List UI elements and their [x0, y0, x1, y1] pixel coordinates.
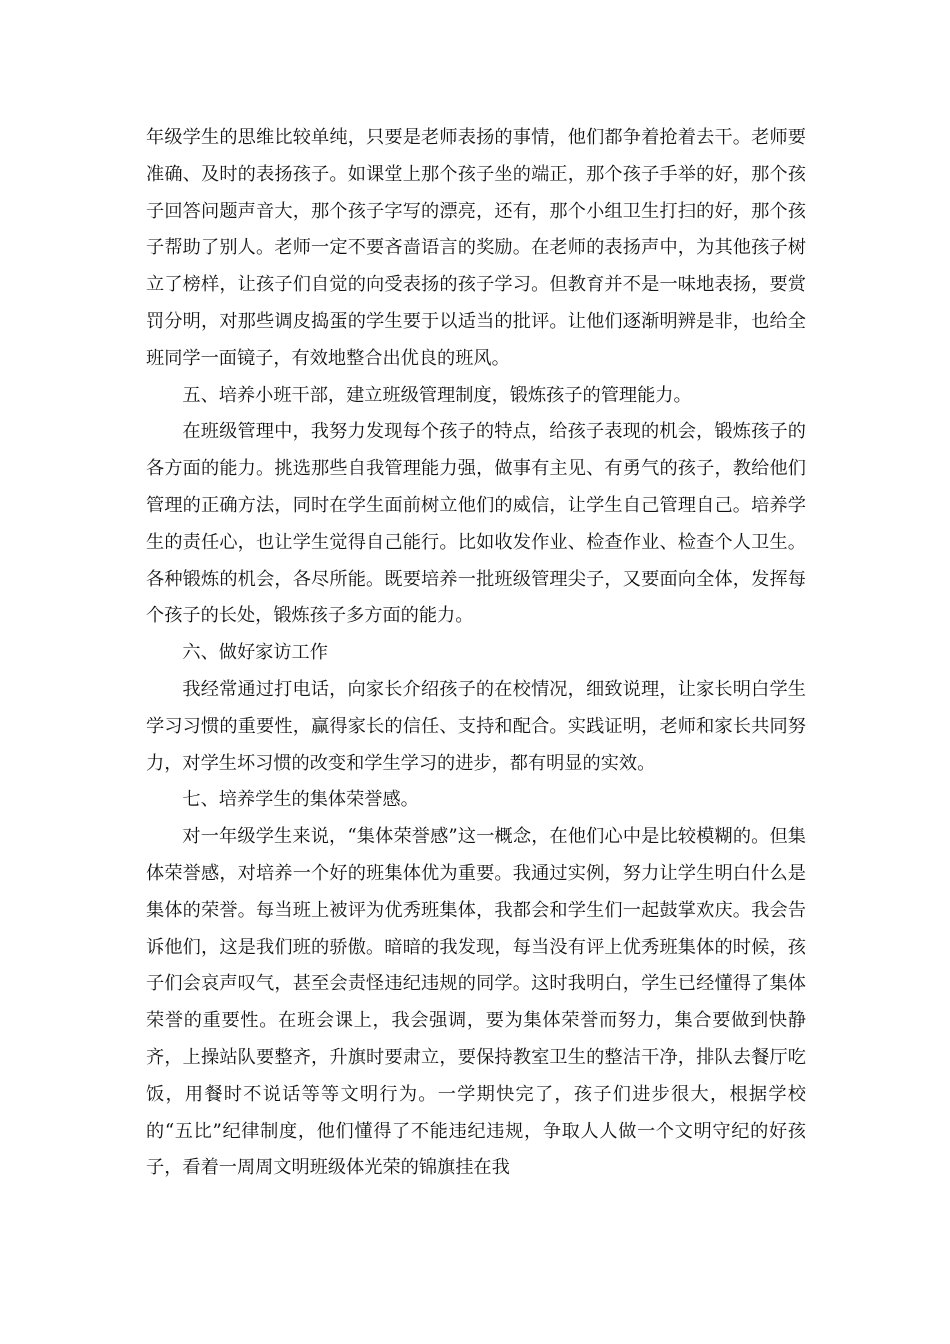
paragraph-class-management: 在班级管理中，我努力发现每个孩子的特点，给孩子表现的机会，锻炼孩子的各方面的能力。挑选那些自我管理能力强，做事有主见、有勇气的孩子，教给他们管理的正确方法，同时在学生面前树立他们的威信，让学生自己管理自己。培养学生的责任心，也让学生觉得自己能行。比如收发作业、检查作业、检查个人卫生。各种锻炼的机会，各尽所能。既要培养一批班级管理尖子，又要面向全体，发挥每个孩子的长处，锻炼孩子多方面的能力。 — [146, 421, 806, 627]
document-page — [146, 120, 806, 1187]
paragraph-home-visits: 我经常通过打电话，向家长介绍孩子的在校情况，细致说理，让家长明白学生学习习惯的重要性，赢得家长的信任、支持和配合。实践证明，老师和家长共同努力，对学生坏习惯的改变和学生学习的进步，都有明显的实效。 — [146, 678, 806, 774]
paragraph-collective-honor: 对一年级学生来说，“集体荣誉感”这一概念，在他们心中是比较模糊的。但集体荣誉感，对培养一个好的班集体优为重要。我通过实例，努力让学生明白什么是集体的荣誉。每当班上被评为优秀班集体，我都会和学生们一起鼓掌欢庆。我会告诉他们，这是我们班的骄傲。暗暗的我发现，每当没有评上优秀班集体的时候，孩子们会哀声叹气，甚至会责怪违纪违规的同学。这时我明白，学生已经懂得了集体荣誉的重要性。在班会课上，我会强调，要为集体荣誉而努力，集合要做到快静齐，上操站队要整齐，升旗时要肃立，要保持教室卫生的整洁干净，排队去餐厅吃饭，用餐时不说话等等文明行为。一学期快完了，孩子们进步很大，根据学校的“五比”纪律制度，他们懂得了不能违纪违规，争取人人做一个文明守纪的好孩子，看着一周周文明班级体光荣的锦旗挂在我 — [146, 826, 806, 1179]
paragraph-continued-praise: 年级学生的思维比较单纯，只要是老师表扬的事情，他们都争着抢着去干。老师要准确、及时的表扬孩子。如课堂上那个孩子坐的端正，那个孩子手举的好，那个孩子回答问题声音大，那个孩子字写的漂亮，还有，那个小组卫生打扫的好，那个孩子帮助了别人。老师一定不要吝啬语言的奖励。在老师的表扬声中，为其他孩子树立了榜样，让孩子们自觉的向受表扬的孩子学习。但教育并不是一味地表扬，要赏罚分明，对那些调皮捣蛋的学生要于以适当的批评。让他们逐渐明辨是非，也给全班同学一面镜子，有效地整合出优良的班风。 — [146, 127, 806, 369]
section-heading-class-cadres: 五、培养小班干部，建立班级管理制度，锻炼孩子的管理能力。 — [182, 384, 692, 406]
section-heading-home-visits: 六、做好家访工作 — [182, 642, 328, 664]
section-heading-collective-honor: 七、培养学生的集体荣誉感。 — [182, 789, 419, 811]
